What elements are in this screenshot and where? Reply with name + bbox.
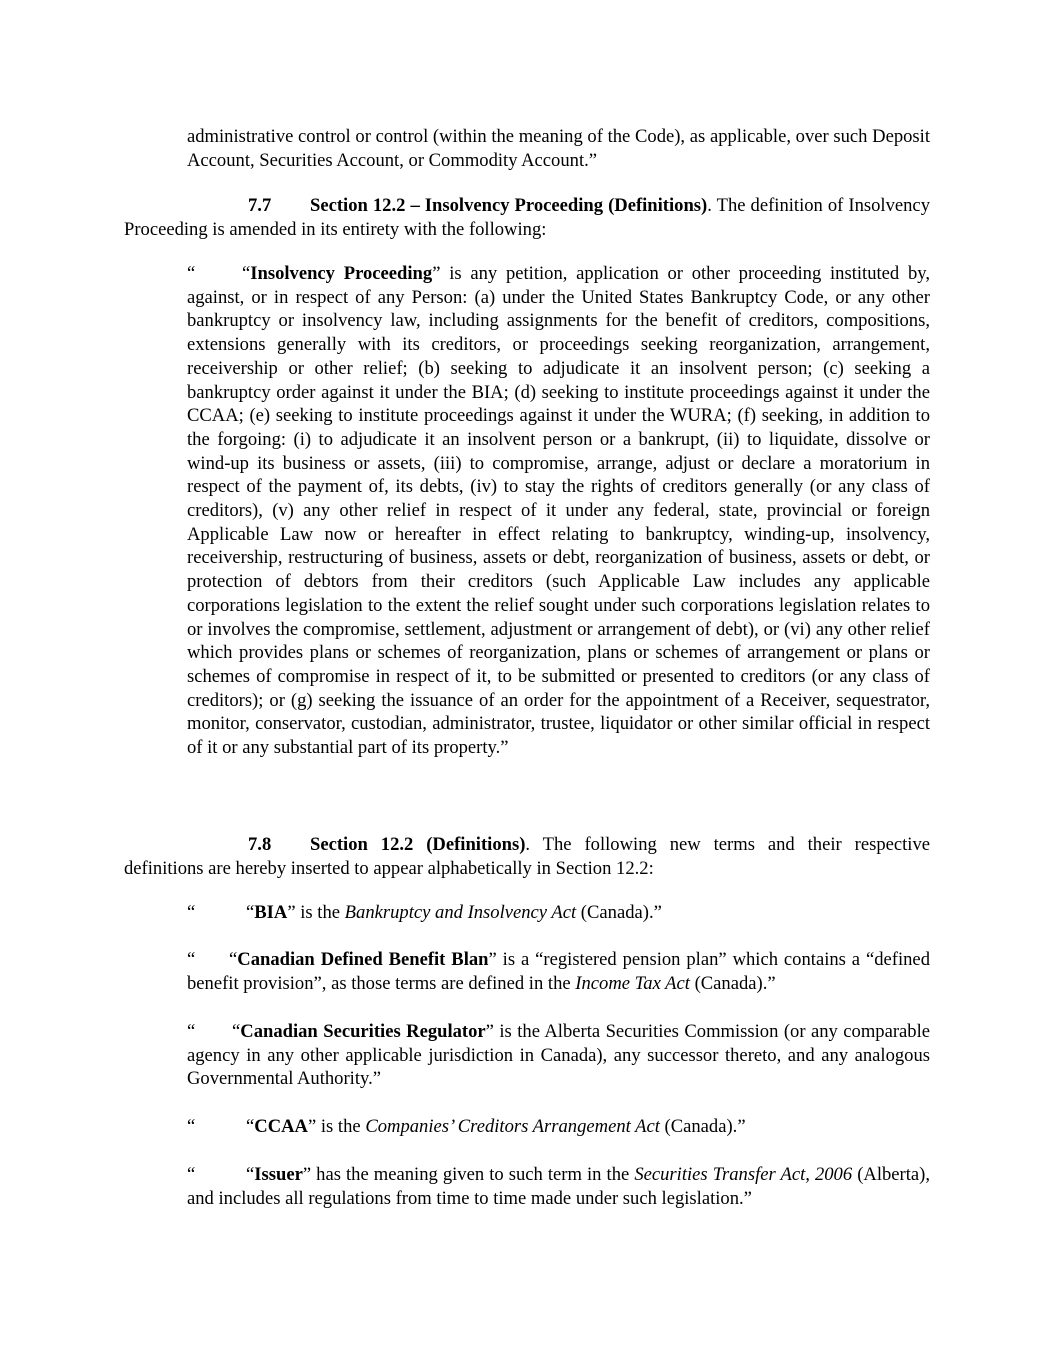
definition-issuer-open-mark: “ <box>187 1164 196 1185</box>
definition-canadian-securities-regulator <box>187 1020 930 1091</box>
definition-cdbp-term-open: “ <box>229 949 238 970</box>
definition-canadian-defined-benefit <box>187 948 930 995</box>
definition-ccaa-open-mark: “ <box>187 1116 196 1137</box>
insolvency-definition-text: is any petition, application or other proceeding instituted by, against, or in respect of any Person: (a) under the United States Bankruptcy Code, or any other bankruptcy or insolvency law, including assignments for the benefit of creditors, compositions, extensions generally with its creditors, or proceedings seeking reorganization, arrangement, receivership or other relief; (b) seeking to adjudicate it an insolvent person; (c) seeking a bankruptcy order against it under the BIA; (d) seeking to institute proceedings against it under the CCAA; (e) seeking to institute proceedings against it under the WURA; (f) seeking, in addition to the forgoing: (i) to adjudicate it an insolvent person or a bankrupt, (ii) to liquidate, dissolve or wind-up its business or assets, (iii) to compromise, arrange, adjust or declare a moratorium in respect of the payment of, its debts, (iv) to stay the rights of creditors generally (or any class of creditors), (v) any other relief in respect of it under any federal, state, provincial or foreign Applicable Law now or hereafter in effect relating to bankruptcy, winding-up, insolvency, receivership, restructuring of business, assets or debt, reorganization of business, assets or debt, or protection of debtors from their creditors (such Applicable Law includes any applicable corporations legislation to the extent the relief sought under such corporations legislation relates to or involves the compromise, settlement, adjustment or arrangement of debt), or (vi) any other relief which provides plans or schemes of reorganization, plans or schemes of arrangement or plans or schemes of compromise in respect of it, to be submitted or presented to creditors (or any class of creditors); or (g) seeking the issuance of an order for the appointment of a Receiver, sequestrator, monitor, conservator, custodian, administrator, trustee, liquidator or other similar official in respect of it or any substantial part of its property.” <box>187 263 930 759</box>
definition-issuer-term: Issuer <box>254 1164 303 1185</box>
definition-csr-open-mark: “ <box>187 1021 196 1042</box>
section-7-7-number: 7.7 <box>248 195 272 216</box>
definition-bia-term: BIA <box>254 902 288 923</box>
definition-bia-pre: ” is the <box>287 902 345 923</box>
definition-issuer-post: (Alberta), and includes all regulations from time to time made under such legislation.” <box>187 1164 931 1209</box>
definition-ccaa-act: Companies’ Creditors Arrangement Act <box>365 1116 660 1137</box>
section-7-8-heading: Section 12.2 (Definitions) <box>310 834 526 855</box>
definition-ccaa-term-open: “ <box>246 1116 255 1137</box>
definition-csr-term-open: “ <box>232 1021 241 1042</box>
insolvency-term-open: “ <box>242 263 251 284</box>
definition-ccaa-pre: ” is the <box>307 1116 366 1137</box>
carryover-paragraph <box>187 125 930 172</box>
definition-bia-post: (Canada).” <box>576 902 662 923</box>
section-7-7-paragraph <box>124 194 930 241</box>
definition-cdbp-act: Income Tax Act <box>575 972 690 994</box>
definition-csr-pre: ” is the Alberta Securities Commission (or any comparable agency in any other applicable jurisdiction in Canada), any successor thereto, and any analogous Governmental Authority.” <box>187 1021 931 1090</box>
definition-csr-term: Canadian Securities Regulator <box>240 1021 486 1042</box>
section-7-7-intro: . The definition of Insolvency Proceeding is amended in its entirety with the following: <box>124 195 930 240</box>
insolvency-term: Insolvency Proceeding <box>250 263 433 284</box>
definition-issuer-act: Securities Transfer Act, 2006 <box>634 1164 853 1185</box>
carryover-text: administrative control or control (within the meaning of the Code), as applicable, over such Deposit Account, Securities Account, or Commodity Account.” <box>187 126 930 171</box>
section-7-8-number-wrap <box>248 833 310 857</box>
definition-issuer-pre: ” has the meaning given to such term in the <box>302 1164 635 1185</box>
definition-issuer-term-open: “ <box>246 1164 255 1185</box>
section-7-7-number-wrap <box>248 194 310 218</box>
section-7-8-paragraph <box>124 833 930 880</box>
definition-cdbp-term: Canadian Defined Benefit Blan <box>237 949 489 970</box>
definition-ccaa <box>187 1115 930 1139</box>
definition-cdbp-post: (Canada).” <box>689 972 776 994</box>
insolvency-term-close: ” <box>432 263 441 284</box>
definition-cdbp-pre: ” is a “registered pension plan” which contains a “defined benefit provision”, as those terms are defined in the <box>187 949 930 994</box>
definition-bia-term-open: “ <box>246 902 255 923</box>
definition-bia <box>187 901 930 925</box>
section-7-8-number: 7.8 <box>248 834 272 855</box>
definition-issuer <box>187 1163 930 1210</box>
definition-bia-open-mark: “ <box>187 902 196 923</box>
section-7-8-intro: . The following new terms and their respective definitions are hereby inserted to appear alphabetically in Section 12.2: <box>124 834 930 879</box>
definition-cdbp-open-mark: “ <box>187 949 196 970</box>
insolvency-open-mark: “ <box>187 263 196 284</box>
definition-ccaa-post: (Canada).” <box>659 1116 746 1137</box>
definition-bia-act: Bankruptcy and Insolvency Act <box>344 902 577 923</box>
insolvency-definition-paragraph <box>187 262 930 760</box>
definition-ccaa-term: CCAA <box>254 1116 308 1137</box>
section-7-7-heading: Section 12.2 – Insolvency Proceeding (Definitions) <box>310 195 708 216</box>
